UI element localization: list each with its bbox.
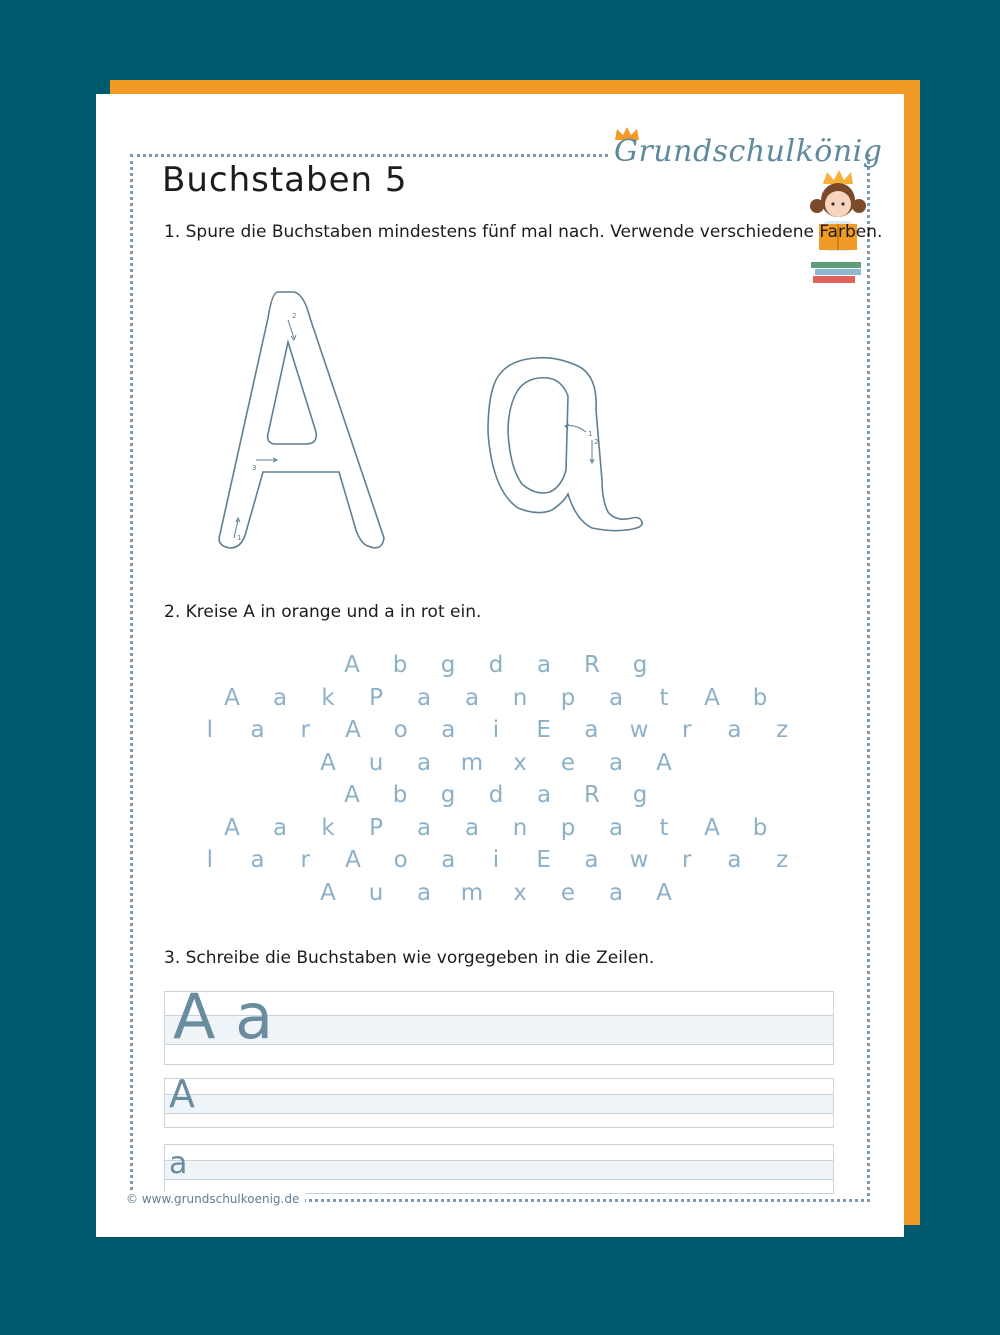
grid-letter[interactable]: r	[300, 847, 310, 874]
grid-letter[interactable]: b	[752, 814, 768, 841]
writing-line-band	[165, 1094, 833, 1114]
brand-logo-text: Grundschulkönig	[614, 134, 883, 169]
letter-grid-row	[186, 779, 806, 812]
grid-letter[interactable]: l	[206, 717, 214, 744]
grid-letter[interactable]: a	[584, 717, 599, 744]
grid-letter[interactable]: a	[464, 684, 480, 711]
grid-letter[interactable]: t	[659, 684, 669, 711]
grid-letter[interactable]: g	[440, 782, 456, 809]
grid-letter[interactable]: a	[608, 814, 624, 841]
worksheet	[96, 94, 904, 1237]
letter-grid-row	[186, 747, 806, 780]
grid-letter[interactable]: A	[656, 749, 672, 776]
stroke-number-a2: 2	[594, 438, 599, 446]
grid-letter[interactable]: t	[659, 814, 669, 841]
grid-letter[interactable]: w	[629, 717, 649, 744]
grid-letter[interactable]: g	[632, 782, 648, 809]
writing-sample-3: a	[169, 1146, 188, 1181]
grid-letter[interactable]: d	[488, 652, 504, 679]
grid-letter[interactable]: A	[344, 652, 360, 679]
grid-letter[interactable]: a	[416, 814, 432, 841]
grid-letter[interactable]: d	[488, 782, 504, 809]
grid-letter[interactable]: a	[536, 782, 552, 809]
grid-letter[interactable]: a	[441, 717, 456, 744]
grid-letter[interactable]: u	[368, 749, 384, 776]
grid-letter[interactable]: g	[632, 652, 648, 679]
stroke-number-1: 1	[237, 534, 242, 542]
grid-letter[interactable]: e	[560, 879, 576, 906]
grid-letter[interactable]: r	[682, 717, 692, 744]
writing-line-3[interactable]	[164, 1144, 834, 1194]
grid-letter[interactable]: z	[776, 847, 789, 874]
letter-grid-row	[186, 812, 806, 845]
grid-letter[interactable]: A	[320, 879, 336, 906]
grid-letter[interactable]: n	[512, 814, 528, 841]
grid-letter[interactable]: E	[536, 717, 551, 744]
grid-letter[interactable]: m	[460, 749, 484, 776]
grid-letter[interactable]: R	[584, 782, 600, 809]
grid-letter[interactable]: P	[369, 684, 383, 711]
grid-letter[interactable]: a	[272, 684, 288, 711]
grid-letter[interactable]: n	[512, 684, 528, 711]
grid-letter[interactable]: a	[250, 847, 265, 874]
grid-letter[interactable]: r	[682, 847, 692, 874]
grid-letter[interactable]: x	[513, 749, 527, 776]
grid-letter[interactable]: k	[321, 814, 335, 841]
writing-sample-2: A	[169, 1072, 195, 1116]
grid-letter[interactable]: a	[464, 814, 480, 841]
grid-letter[interactable]: P	[369, 814, 383, 841]
grid-letter[interactable]: p	[560, 684, 576, 711]
stroke-number-2: 2	[292, 312, 297, 320]
grid-letter[interactable]: b	[752, 684, 768, 711]
grid-letter[interactable]: p	[560, 814, 576, 841]
task-2-instruction: 2. Kreise A in orange und a in rot ein.	[164, 602, 482, 622]
grid-letter[interactable]: l	[206, 847, 214, 874]
grid-letter[interactable]: A	[704, 684, 720, 711]
grid-letter[interactable]: A	[656, 879, 672, 906]
letter-grid-row	[186, 877, 806, 910]
grid-letter[interactable]: i	[492, 847, 500, 874]
grid-letter[interactable]: z	[776, 717, 789, 744]
grid-letter[interactable]: x	[513, 879, 527, 906]
letter-grid-row	[186, 682, 806, 715]
grid-letter[interactable]: A	[224, 684, 240, 711]
grid-letter[interactable]: a	[727, 847, 742, 874]
grid-letter[interactable]: g	[440, 652, 456, 679]
grid-letter[interactable]: a	[608, 749, 624, 776]
grid-letter[interactable]: k	[321, 684, 335, 711]
grid-letter[interactable]: A	[320, 749, 336, 776]
grid-letter[interactable]: A	[345, 717, 361, 744]
grid-letter[interactable]: a	[727, 717, 742, 744]
grid-letter[interactable]: A	[704, 814, 720, 841]
grid-letter[interactable]: a	[608, 684, 624, 711]
grid-letter[interactable]: u	[368, 879, 384, 906]
grid-letter[interactable]: e	[560, 749, 576, 776]
grid-letter[interactable]: m	[460, 879, 484, 906]
grid-letter[interactable]: w	[629, 847, 649, 874]
copyright-footer: © www.grundschulkoenig.de	[126, 1192, 305, 1206]
grid-letter[interactable]: o	[393, 717, 408, 744]
tracing-lower-a	[488, 358, 642, 531]
grid-letter[interactable]: a	[608, 879, 624, 906]
grid-letter[interactable]: a	[584, 847, 599, 874]
tracing-letters	[206, 284, 696, 564]
grid-letter[interactable]: A	[224, 814, 240, 841]
page-title: Buchstaben 5	[162, 160, 408, 200]
grid-letter[interactable]: A	[345, 847, 361, 874]
grid-letter[interactable]: A	[344, 782, 360, 809]
writing-line-band	[165, 1160, 833, 1180]
grid-letter[interactable]: b	[392, 652, 408, 679]
grid-letter[interactable]: R	[584, 652, 600, 679]
grid-letter[interactable]: i	[492, 717, 500, 744]
writing-line-2[interactable]	[164, 1072, 834, 1128]
task-3-instruction: 3. Schreibe die Buchstaben wie vorgegeben in die Zeilen.	[164, 948, 655, 968]
grid-letter[interactable]: a	[416, 749, 432, 776]
letter-grid-row	[186, 844, 806, 877]
writing-line-1[interactable]	[164, 980, 834, 1065]
grid-letter[interactable]: a	[272, 814, 288, 841]
stroke-number-3: 3	[252, 464, 257, 472]
grid-letter[interactable]: b	[392, 782, 408, 809]
grid-letter[interactable]: o	[393, 847, 408, 874]
grid-letter[interactable]: a	[416, 684, 432, 711]
grid-letter[interactable]: r	[300, 717, 310, 744]
grid-letter[interactable]: a	[536, 652, 552, 679]
grid-letter[interactable]: a	[441, 847, 456, 874]
letter-grid-row	[186, 714, 806, 747]
writing-sample-1: A a	[173, 980, 274, 1053]
stroke-number-a1: 1	[588, 430, 593, 438]
letter-grid	[186, 649, 806, 909]
task-1-instruction: 1. Spure die Buchstaben mindestens fünf mal nach. Verwende verschiedene Farben.	[164, 222, 883, 242]
grid-letter[interactable]: a	[416, 879, 432, 906]
tracing-upper-a	[219, 292, 384, 548]
grid-letter[interactable]: a	[250, 717, 265, 744]
letter-grid-row	[186, 649, 806, 682]
grid-letter[interactable]: E	[536, 847, 551, 874]
